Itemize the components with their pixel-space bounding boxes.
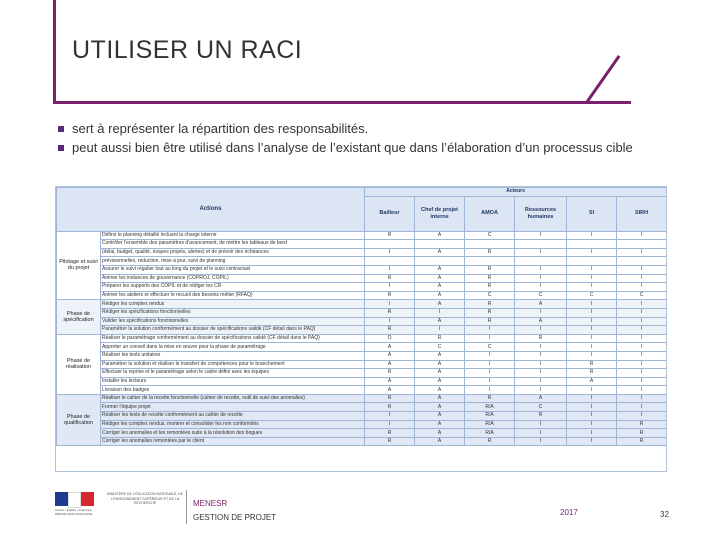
action-cell: Rédiger les spécifications fonctionnelles	[101, 308, 365, 317]
action-cell: Livraison des badges	[101, 386, 365, 395]
raci-value-cell: I	[465, 326, 515, 335]
raci-value-cell: I	[365, 412, 415, 421]
raci-value-cell: R	[365, 308, 415, 317]
raci-value-cell: R	[365, 291, 415, 300]
column-header: SIRH	[617, 196, 667, 231]
raci-value-cell: I	[465, 351, 515, 360]
republique-logo	[55, 490, 185, 522]
raci-value-cell: I	[567, 283, 617, 292]
raci-value-cell: I	[465, 369, 515, 378]
raci-value-cell: R	[617, 437, 667, 446]
raci-value-cell: R	[465, 283, 515, 292]
footer-dept: GESTION DE PROJET	[193, 513, 277, 522]
action-cell: Paramétrer la solution et réaliser le transfert de compétences pour le branchement	[101, 360, 365, 369]
table-row	[57, 437, 667, 446]
raci-value-cell: R	[617, 420, 667, 429]
action-cell: prévisionnelles, réduction, mise à jour, suivi de planning	[101, 257, 365, 266]
raci-value-cell: A	[415, 265, 465, 274]
raci-value-cell: I	[515, 360, 567, 369]
raci-value-cell: C	[465, 291, 515, 300]
table-row	[57, 420, 667, 429]
raci-value-cell: I	[617, 351, 667, 360]
page-number: 32	[660, 510, 669, 519]
raci-value-cell: I	[617, 343, 667, 352]
raci-value-cell: I	[365, 300, 415, 309]
raci-value-cell: I	[515, 308, 567, 317]
raci-value-cell: A	[515, 317, 567, 326]
frame-diagonal-line	[586, 55, 621, 103]
raci-value-cell: A	[415, 360, 465, 369]
raci-value-cell: I	[617, 394, 667, 403]
raci-value-cell: A	[415, 394, 465, 403]
raci-value-cell: A	[415, 300, 465, 309]
raci-value-cell: I	[515, 231, 567, 240]
raci-value-cell: R	[365, 326, 415, 335]
raci-value-cell: I	[515, 429, 567, 438]
raci-value-cell: I	[567, 394, 617, 403]
raci-value-cell: A	[415, 274, 465, 283]
raci-value-cell: R	[465, 274, 515, 283]
raci-value-cell: I	[515, 437, 567, 446]
raci-value-cell: R	[365, 231, 415, 240]
raci-value-cell: I	[617, 334, 667, 343]
raci-value-cell: I	[515, 248, 567, 257]
raci-value-cell: I	[567, 231, 617, 240]
action-cell: Réaliser le cahier de la recette fonctionnelle (cahier de recette, outil de suivi des anomalies)	[101, 394, 365, 403]
raci-value-cell: A	[415, 283, 465, 292]
raci-value-cell: I	[567, 334, 617, 343]
action-cell: Animer les instances de gouvernance (COPROJ, COPIL)	[101, 274, 365, 283]
action-cell: (délai, budget, qualité, risques projets, alertes) et de prévoir des échéances	[101, 248, 365, 257]
raci-value-cell: I	[567, 300, 617, 309]
raci-value-cell: I	[617, 377, 667, 386]
raci-value-cell: I	[365, 317, 415, 326]
raci-value-cell: I	[617, 265, 667, 274]
ministry-name: MINISTÈRE DE L’ÉDUCATION NATIONALE, DE L’ENSEIGNEMENT SUPÉRIEUR ET DE LA RECHERCHE	[106, 492, 184, 506]
raci-value-cell: I	[515, 369, 567, 378]
column-header: Ressources humaines	[515, 196, 567, 231]
table-row	[57, 308, 667, 317]
raci-value-cell: R	[365, 429, 415, 438]
raci-value-cell: C	[515, 291, 567, 300]
column-header: Chef de projet interne	[415, 196, 465, 231]
raci-value-cell	[365, 240, 415, 249]
action-cell: Définir le planning détaillé incluant la charge interne	[101, 231, 365, 240]
raci-value-cell: I	[465, 360, 515, 369]
raci-value-cell: I	[465, 377, 515, 386]
raci-value-cell: R	[465, 265, 515, 274]
raci-value-cell: I	[617, 308, 667, 317]
bullet-text: peut aussi bien être utilisé dans l’analyse de l’existant que dans l’élaboration d’un processus cible	[72, 140, 633, 155]
raci-value-cell: I	[567, 343, 617, 352]
action-cell: Animer les ateliers et effectuer le recueil des besoins métier (RFAQ)	[101, 291, 365, 300]
raci-value-cell: A	[415, 351, 465, 360]
footer-year: 2017	[560, 508, 578, 517]
raci-value-cell: I	[515, 274, 567, 283]
raci-value-cell: A	[365, 377, 415, 386]
action-cell: Préparer les supports des COPIL et de rédiger les CR	[101, 283, 365, 292]
raci-value-cell: R	[365, 369, 415, 378]
raci-value-cell: I	[567, 420, 617, 429]
raci-value-cell: I	[515, 283, 567, 292]
actions-header: Actions	[57, 188, 365, 232]
raci-value-cell: A	[415, 377, 465, 386]
raci-value-cell: A	[365, 386, 415, 395]
raci-value-cell: I	[365, 420, 415, 429]
raci-value-cell	[567, 257, 617, 266]
action-cell: Rédiger les comptes rendus	[101, 300, 365, 309]
raci-value-cell	[515, 240, 567, 249]
raci-value-cell: I	[567, 326, 617, 335]
column-header: Bailleur	[365, 196, 415, 231]
raci-value-cell	[465, 257, 515, 266]
footer-divider	[186, 490, 187, 524]
frame-vertical-line	[53, 0, 56, 104]
raci-value-cell: I	[617, 283, 667, 292]
raci-value-cell: R	[567, 360, 617, 369]
logo-caption: Liberté • Égalité • Fraternité RÉPUBLIQUE FRANÇAISE	[55, 508, 93, 516]
raci-value-cell: I	[567, 308, 617, 317]
table-row	[57, 265, 667, 274]
bullet-item	[58, 120, 668, 138]
slide-title: UTILISER UN RACI	[72, 36, 303, 64]
raci-value-cell: A	[415, 248, 465, 257]
action-cell: Réaliser les tests de recette conformément au cahier de recette	[101, 412, 365, 421]
raci-value-cell: A	[415, 420, 465, 429]
raci-value-cell: R	[365, 437, 415, 446]
table-row	[57, 283, 667, 292]
raci-value-cell: A	[515, 394, 567, 403]
raci-value-cell: I	[415, 308, 465, 317]
raci-value-cell: A	[515, 300, 567, 309]
action-cell: Réaliser le paramétrage conformément au dossier de spécifications validé (CF détail dans le PAQ)	[101, 334, 365, 343]
action-cell: Effectuer la reprise et le paramétrage selon le cadre défini avec les équipes	[101, 369, 365, 378]
square-bullet-icon	[58, 145, 64, 151]
table-row	[57, 377, 667, 386]
action-cell: Contrôler l’ensemble des paramètres d’avancement, de mettre les tableaux de bord	[101, 240, 365, 249]
table-row	[57, 248, 667, 257]
table-row	[57, 351, 667, 360]
raci-value-cell: A	[415, 437, 465, 446]
raci-value-cell: I	[515, 420, 567, 429]
raci-value-cell: A	[415, 403, 465, 412]
action-cell: Assurer le suivi régulier tout au long du projet et le suivi contractuel	[101, 265, 365, 274]
raci-value-cell	[617, 240, 667, 249]
raci-value-cell	[365, 257, 415, 266]
raci-value-cell	[415, 257, 465, 266]
raci-value-cell: R/A	[465, 412, 515, 421]
raci-value-cell: I	[617, 274, 667, 283]
bullet-item	[58, 139, 668, 157]
action-cell: Rédiger les comptes rendus, montrer et consolider les non conformités	[101, 420, 365, 429]
table-row	[57, 274, 667, 283]
raci-value-cell: R	[365, 403, 415, 412]
raci-value-cell: R	[465, 317, 515, 326]
action-cell: Corriger les anomalies et les remontées suite à la résolution des bogues	[101, 429, 365, 438]
raci-value-cell: I	[365, 283, 415, 292]
table-row	[57, 369, 667, 378]
raci-value-cell: A	[415, 291, 465, 300]
footer-org: MENESR	[193, 499, 228, 508]
table-row	[57, 386, 667, 395]
raci-value-cell: I	[567, 265, 617, 274]
table-row	[57, 231, 667, 240]
raci-value-cell: A	[415, 429, 465, 438]
frame-horizontal-line	[53, 101, 631, 104]
raci-value-cell: I	[567, 317, 617, 326]
raci-value-cell: I	[567, 274, 617, 283]
table-row	[57, 240, 667, 249]
raci-value-cell: I	[515, 265, 567, 274]
table-row	[57, 257, 667, 266]
raci-value-cell: R/A	[465, 403, 515, 412]
raci-value-cell: I	[515, 351, 567, 360]
column-header: AMOA	[465, 196, 515, 231]
raci-value-cell: I	[567, 429, 617, 438]
raci-value-cell: R	[415, 334, 465, 343]
table-row	[57, 317, 667, 326]
raci-value-cell: R	[365, 394, 415, 403]
raci-value-cell: I	[617, 386, 667, 395]
raci-value-cell: I	[617, 300, 667, 309]
action-cell: Valider les spécifications fonctionnelles	[101, 317, 365, 326]
action-cell: Paramétrer la solution conformément au dossier de spécifications validé (CF détail dans le PAQ)	[101, 326, 365, 335]
action-cell: Réaliser les tests unitaires	[101, 351, 365, 360]
raci-value-cell: I	[515, 386, 567, 395]
raci-value-cell: C	[515, 403, 567, 412]
raci-value-cell: I	[617, 231, 667, 240]
phase-label: Phase de spécification	[57, 300, 101, 334]
phase-label: Pilotage et suivi du projet	[57, 231, 101, 300]
table-row	[57, 291, 667, 300]
table-row	[57, 334, 667, 343]
raci-value-cell: I	[617, 360, 667, 369]
raci-value-cell	[567, 240, 617, 249]
action-cell: Apporter un conseil dans la mise en œuvre pour la phase de paramétrage	[101, 343, 365, 352]
raci-value-cell: I	[567, 403, 617, 412]
raci-value-cell: I	[365, 265, 415, 274]
raci-value-cell: R/A	[465, 429, 515, 438]
raci-value-cell	[415, 240, 465, 249]
table-row	[57, 394, 667, 403]
raci-value-cell: I	[465, 386, 515, 395]
square-bullet-icon	[58, 126, 64, 132]
raci-value-cell: A	[415, 386, 465, 395]
action-cell: Corriger les anomalies remontées par le client	[101, 437, 365, 446]
raci-value-cell: R/A	[465, 420, 515, 429]
table-row	[57, 360, 667, 369]
raci-value-cell: R	[515, 334, 567, 343]
raci-value-cell: R	[465, 394, 515, 403]
raci-value-cell: A	[365, 343, 415, 352]
table-row	[57, 403, 667, 412]
raci-value-cell: R	[465, 308, 515, 317]
raci-value-cell: R	[465, 300, 515, 309]
raci-value-cell	[515, 257, 567, 266]
raci-value-cell: R	[465, 248, 515, 257]
raci-value-cell: I	[567, 386, 617, 395]
action-cell: Former l’équipe projet	[101, 403, 365, 412]
raci-value-cell: I	[515, 326, 567, 335]
bullet-list	[58, 120, 668, 158]
raci-value-cell	[617, 257, 667, 266]
raci-value-cell	[465, 240, 515, 249]
raci-value-cell: A	[365, 360, 415, 369]
raci-value-cell: R	[567, 369, 617, 378]
raci-value-cell: I	[515, 377, 567, 386]
raci-table	[55, 186, 667, 472]
table-row	[57, 300, 667, 309]
raci-value-cell: I	[567, 351, 617, 360]
raci-value-cell: R	[365, 274, 415, 283]
raci-value-cell: I	[365, 248, 415, 257]
raci-value-cell: I	[567, 248, 617, 257]
acteurs-header: Acteurs	[365, 188, 667, 197]
table-row	[57, 429, 667, 438]
raci-value-cell: C	[415, 343, 465, 352]
table-row	[57, 343, 667, 352]
raci-value-cell: I	[617, 403, 667, 412]
table-row	[57, 412, 667, 421]
phase-label: Phase de réalisation	[57, 334, 101, 394]
raci-value-cell: R	[515, 412, 567, 421]
raci-value-cell: I	[567, 437, 617, 446]
raci-value-cell: A	[567, 377, 617, 386]
raci-value-cell: I	[567, 412, 617, 421]
raci-value-cell: A	[365, 351, 415, 360]
raci-value-cell: I	[617, 369, 667, 378]
raci-value-cell: A	[415, 231, 465, 240]
raci-value-cell: I	[617, 326, 667, 335]
action-cell: Installer les lecteurs	[101, 377, 365, 386]
raci-value-cell: A	[415, 369, 465, 378]
raci-value-cell: I	[515, 343, 567, 352]
phase-label: Phase de qualification	[57, 394, 101, 446]
raci-value-cell: C	[567, 291, 617, 300]
raci-value-cell: C	[465, 343, 515, 352]
table-row	[57, 326, 667, 335]
raci-value-cell: A	[415, 412, 465, 421]
raci-value-cell: I	[415, 326, 465, 335]
raci-value-cell: R	[465, 437, 515, 446]
column-header: SI	[567, 196, 617, 231]
raci-value-cell: I	[617, 248, 667, 257]
raci-value-cell: O	[365, 334, 415, 343]
raci-value-cell: A	[415, 317, 465, 326]
raci-value-cell: C	[465, 231, 515, 240]
raci-value-cell: I	[617, 317, 667, 326]
bullet-text: sert à représenter la répartition des responsabilités.	[72, 121, 369, 136]
raci-value-cell: C	[617, 291, 667, 300]
raci-value-cell: I	[465, 334, 515, 343]
raci-value-cell: I	[617, 412, 667, 421]
raci-value-cell: R	[617, 429, 667, 438]
